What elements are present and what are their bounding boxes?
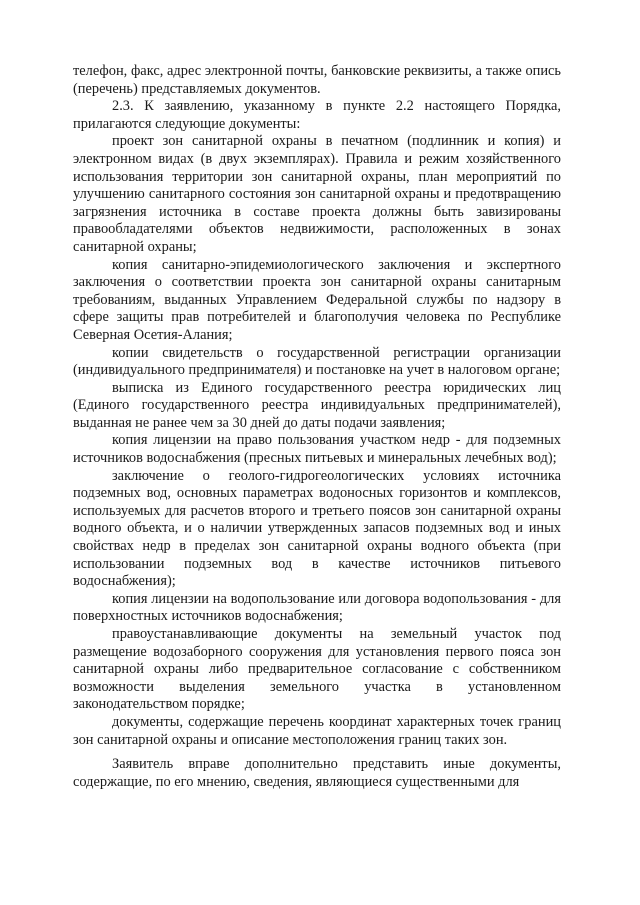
- paragraph-registry-extract: выписка из Единого государственного реестра юридических лиц (Единого государственного реестра индивидуальных предпринимателей), выданная не ранее чем за 30 дней до даты подачи заявления;: [73, 379, 561, 431]
- paragraph-registration-certificates: копии свидетельств о государственной регистрации организации (индивидуального предпринимателя) и постановке на учет в налоговом органе;: [73, 344, 561, 379]
- paragraph-hydrogeological-conclusion: заключение о геолого-гидрогеологических условиях источника подземных вод, основных параметрах водоносных горизонтов и комплексов, используемых для расчетов второго и третьего поясов зон санитарной охраны водного объекта, и о наличии утвержденных запасов подземных вод и иных свойствах недр в пределах зон санитарной охраны водного объекта (при использовании подземных вод в качестве источников питьевого водоснабжения);: [73, 467, 561, 590]
- paragraph-water-use-license: копия лицензии на водопользование или договора водопользования - для поверхностных источников водоснабжения;: [73, 590, 561, 625]
- paragraph-subsoil-license: копия лицензии на право пользования участком недр - для подземных источников водоснабжения (пресных питьевых и минеральных лечебных вод);: [73, 432, 561, 467]
- paragraph-boundary-coordinates: документы, содержащие перечень координат характерных точек границ зон санитарной охраны и описание местоположения границ таких зон.: [73, 713, 561, 748]
- paragraph-zso-project: проект зон санитарной охраны в печатном (подлинник и копия) и электронном видах (в двух экземплярах). Правила и режим хозяйственного использования территории зон санитарной охраны, план мероприятий по улучшению санитарного состояния зон санитарной охраны и предотвращению загрязнения источника в составе проекта должны быть завизированы правообладателями объектов недвижимости, расположенных в зонах санитарной охраны;: [73, 133, 561, 255]
- paragraph-land-title-documents: правоустанавливающие документы на земельный участок под размещение водозаборного сооружения для установления первого пояса зон санитарной охраны либо предварительное согласование с собственником возможности выделения земельного участка в установленном законодательством порядке;: [73, 626, 561, 713]
- paragraph-continuation: телефон, факс, адрес электронной почты, банковские реквизиты, а также опись (перечень) представляемых документов.: [73, 63, 561, 97]
- paragraph-additional-documents: Заявитель вправе дополнительно представить иные документы, содержащие, по его мнению, сведения, являющиеся существенными для: [73, 756, 561, 790]
- paragraph-clause-2-3: 2.3. К заявлению, указанному в пункте 2.2 настоящего Порядка, прилагаются следующие документы:: [73, 98, 561, 132]
- paragraph-sanitary-conclusion: копия санитарно-эпидемиологического заключения и экспертного заключения о соответствии проекта зон санитарной охраны санитарным требованиям, выданных Управлением Федеральной службы по надзору в сфере защиты прав потребителей и благополучия человека по Республике Северная Осетия-Алания;: [73, 256, 561, 343]
- document-body: [73, 63, 561, 791]
